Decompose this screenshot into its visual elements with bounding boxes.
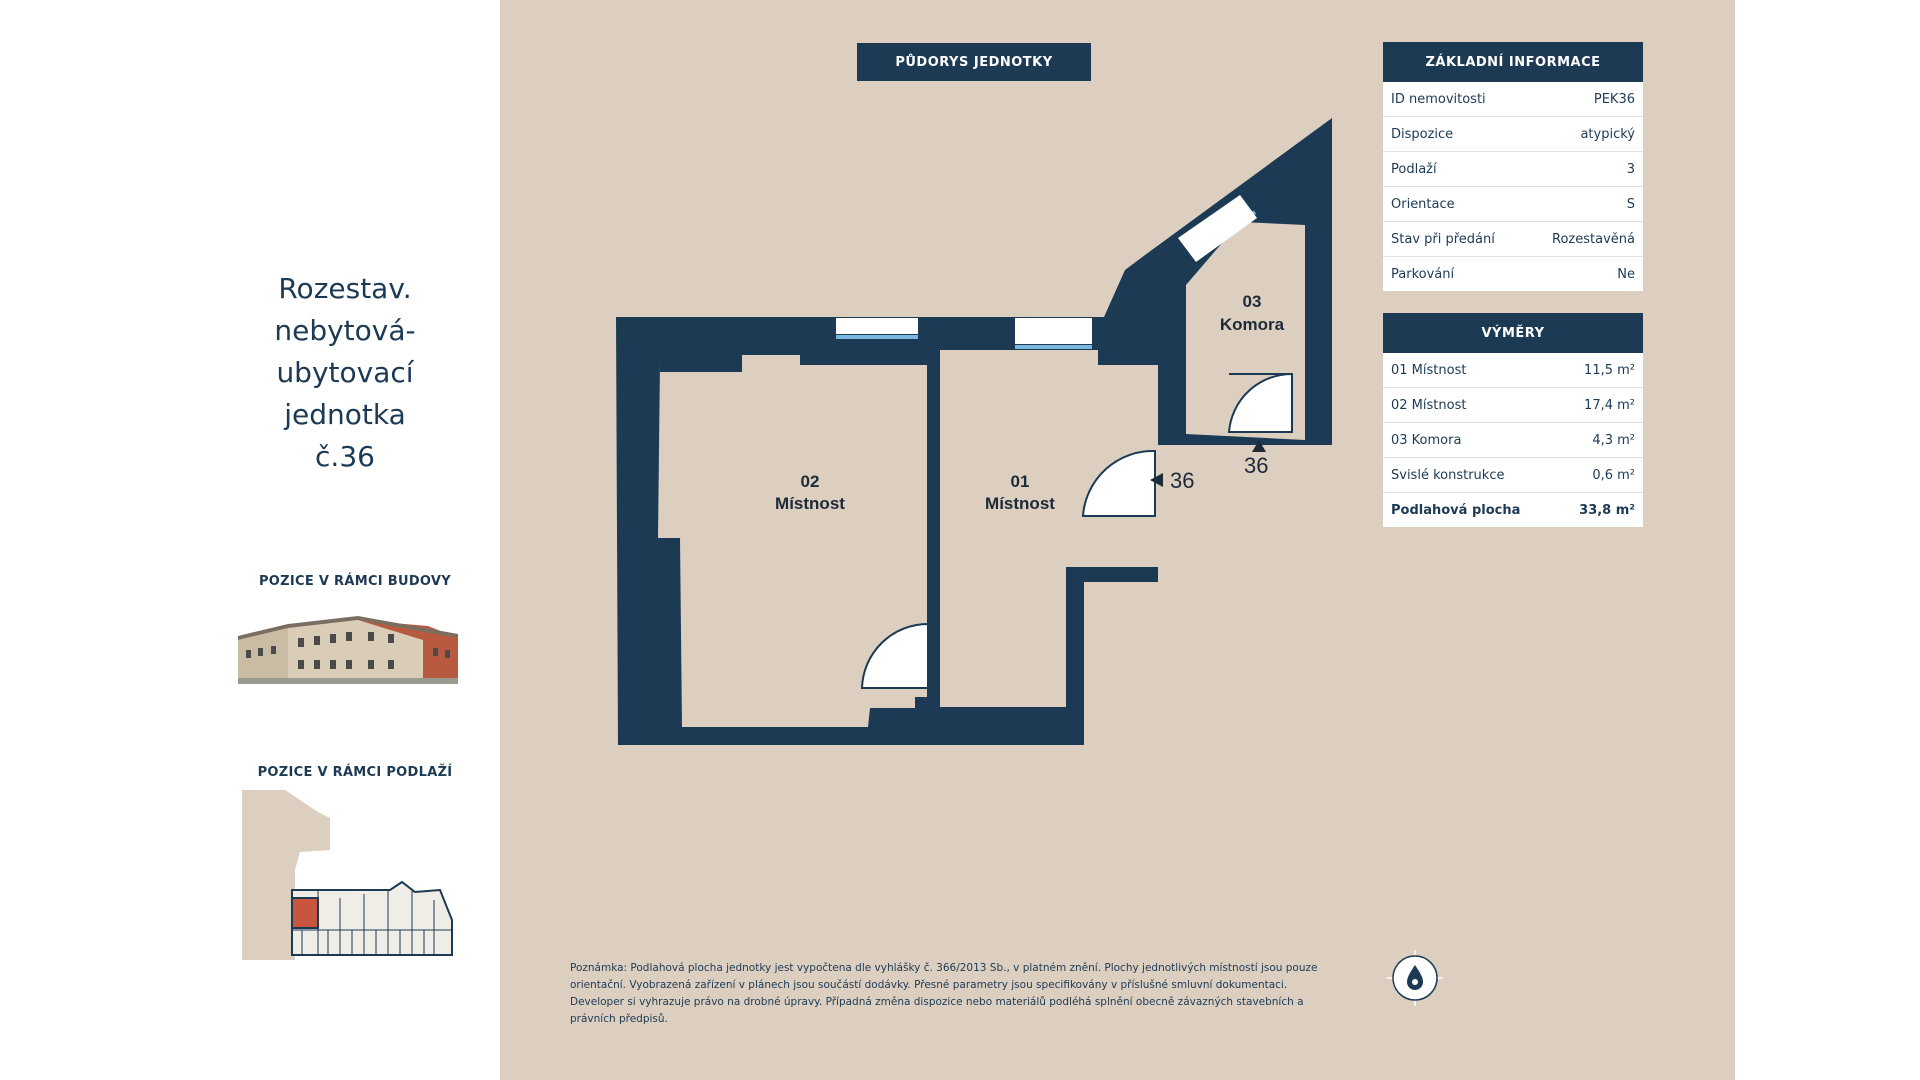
footnote: Poznámka: Podlahová plocha jednotky jest vypočtena dle vyhlášky č. 366/2013 Sb., v platném znění. Plochy jednotlivých místností jsou pouze orientační. Vyobrazená zařízení v plánech jsou součástí dodávky. Přesné parametry jsou specifikovány v příslušné smluvní dokumentaci. Developer si vyhrazuje právo na drobné úpravy. Případná změna dispozice nebo materiálů podléhá splnění obecně závazných stavebních a právních předpisů. <box>570 962 1318 1025</box>
area-row <box>1383 423 1643 458</box>
info-row <box>1383 222 1643 257</box>
area-value: 11,5 m² <box>1584 362 1635 378</box>
floor-thumbnail <box>240 790 460 965</box>
areas-card <box>1383 313 1643 527</box>
area-total-label: Podlahová plocha <box>1391 502 1521 518</box>
room-number: 01 <box>1010 472 1030 491</box>
info-label: Podlaží <box>1391 161 1437 177</box>
unit-title <box>230 268 460 478</box>
unit-title-line: nebytová- <box>274 314 416 347</box>
area-label: 03 Komora <box>1391 432 1462 448</box>
basic-info-title: ZÁKLADNÍ INFORMACE <box>1383 42 1643 82</box>
info-value: Ne <box>1617 266 1635 282</box>
info-value: PEK36 <box>1593 91 1635 107</box>
floor-plan-header: PŮDORYS JEDNOTKY <box>857 43 1091 81</box>
unit-title-line: ubytovací <box>276 356 414 389</box>
area-total-value: 33,8 m² <box>1579 502 1635 518</box>
entrance-label: 36 <box>1170 468 1195 493</box>
info-label: Orientace <box>1391 196 1455 212</box>
room-name: Komora <box>1219 315 1285 334</box>
right-margin <box>1735 0 1920 1080</box>
info-value: atypický <box>1580 126 1635 142</box>
floor-position-label: POZICE V RÁMCI PODLAŽÍ <box>257 765 453 780</box>
floor-plan-drawing <box>600 110 1350 770</box>
info-value: S <box>1626 196 1635 212</box>
info-row <box>1383 187 1643 222</box>
areas-title: VÝMĚRY <box>1383 313 1643 353</box>
area-value: 0,6 m² <box>1592 467 1635 483</box>
area-label: Svislé konstrukce <box>1391 467 1505 483</box>
info-row <box>1383 152 1643 187</box>
info-row <box>1383 82 1643 117</box>
info-label: ID nemovitosti <box>1391 91 1486 107</box>
room-number: 02 <box>800 472 820 491</box>
basic-info-card <box>1383 42 1643 291</box>
area-total-row <box>1383 493 1643 527</box>
compass-icon <box>1385 948 1445 1008</box>
unit-title-line: jednotka <box>284 398 406 431</box>
area-row <box>1383 353 1643 388</box>
area-value: 4,3 m² <box>1592 432 1635 448</box>
unit-title-line: č.36 <box>315 440 375 473</box>
info-label: Stav při předání <box>1391 231 1495 247</box>
left-panel <box>0 0 500 1080</box>
area-label: 01 Místnost <box>1391 362 1467 378</box>
building-position-label: POZICE V RÁMCI BUDOVY <box>258 574 452 589</box>
info-value: Rozestavěná <box>1552 231 1635 247</box>
room-name: Místnost <box>775 494 845 513</box>
area-row <box>1383 388 1643 423</box>
info-value: 3 <box>1626 161 1635 177</box>
info-row <box>1383 257 1643 291</box>
area-value: 17,4 m² <box>1584 397 1635 413</box>
area-row <box>1383 458 1643 493</box>
info-label: Parkování <box>1391 266 1455 282</box>
building-thumbnail <box>238 610 458 690</box>
info-row <box>1383 117 1643 152</box>
area-label: 02 Místnost <box>1391 397 1467 413</box>
entrance-label: 36 <box>1244 453 1269 478</box>
info-label: Dispozice <box>1391 126 1454 142</box>
room-name: Místnost <box>985 494 1055 513</box>
unit-title-line: Rozestav. <box>278 272 412 305</box>
room-number: 03 <box>1242 292 1262 311</box>
